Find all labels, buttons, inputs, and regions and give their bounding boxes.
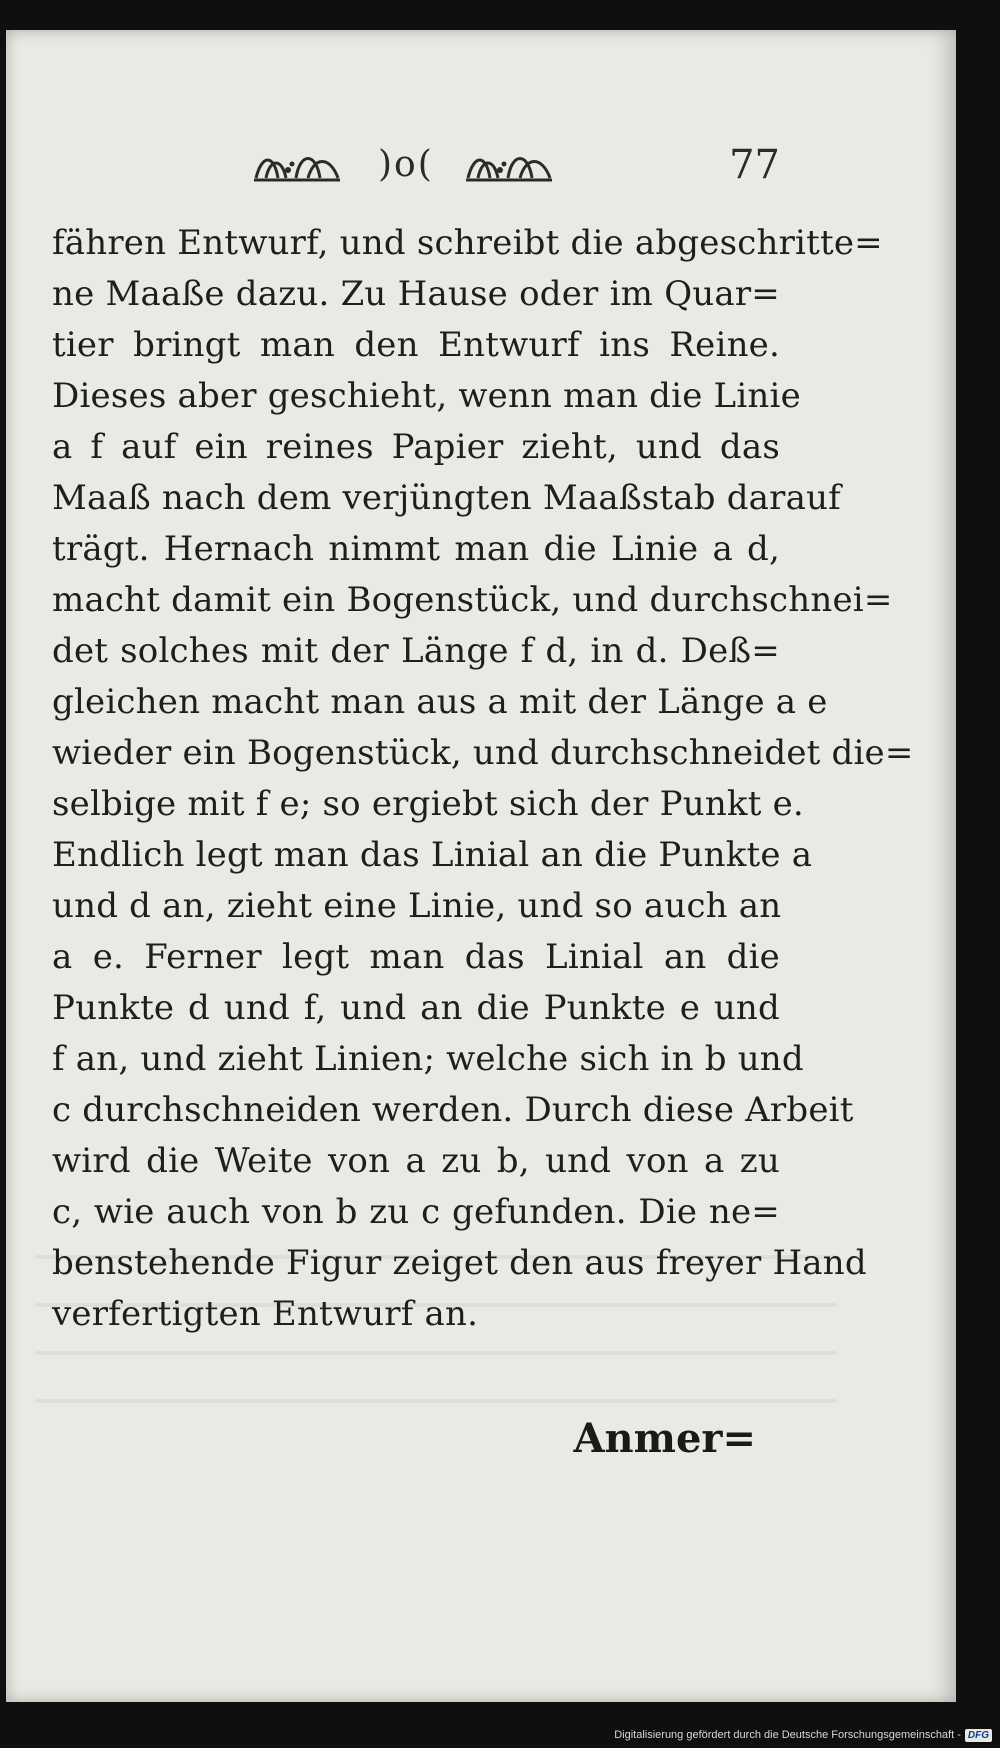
page-number: 77: [729, 142, 780, 188]
page-header: [52, 142, 780, 200]
text-line: Endlich legt man das Linial an die Punkte a: [52, 835, 813, 875]
catchword: Anmer=: [573, 1415, 756, 1462]
text-line: a f auf ein reines Papier zieht, und das: [52, 427, 780, 467]
text-line: trägt. Hernach nimmt man die Linie a d,: [52, 529, 780, 569]
text-line: wieder ein Bogenstück, und durchschneidet die=: [52, 733, 914, 773]
text-line: Punkte d und f, und an die Punkte e und: [52, 988, 780, 1028]
body-text: [52, 218, 914, 1340]
text-line: Dieses aber geschieht, wenn man die Linie: [52, 376, 801, 416]
text-line: ne Maaße dazu. Zu Hause oder im Quar=: [52, 274, 780, 314]
text-line: c, wie auch von b zu c gefunden. Die ne=: [52, 1192, 780, 1232]
text-line: tier bringt man den Entwurf ins Reine.: [52, 325, 780, 365]
book-page: [6, 30, 956, 1702]
ornament-right-icon: [464, 148, 554, 186]
ornament-left-icon: [252, 148, 342, 186]
text-line: f an, und zieht Linien; welche sich in b und: [52, 1039, 804, 1079]
text-line: macht damit ein Bogenstück, und durchschnei=: [52, 580, 893, 620]
text-line: Maaß nach dem verjüngten Maaßstab darauf: [52, 478, 841, 518]
header-mark: )o(: [378, 144, 434, 185]
text-line: selbige mit f e; so ergiebt sich der Punkt e.: [52, 784, 804, 824]
page-content: [52, 142, 914, 1340]
text-line: benstehende Figur zeiget den aus freyer Hand: [52, 1243, 867, 1283]
digitization-footer: [614, 1724, 992, 1746]
text-line: c durchschneiden werden. Durch diese Arbeit: [52, 1090, 854, 1130]
text-line: gleichen macht man aus a mit der Länge a e: [52, 682, 828, 722]
text-line: fähren Entwurf, und schreibt die abgeschritte=: [52, 223, 883, 263]
text-line: a e. Ferner legt man das Linial an die: [52, 937, 780, 977]
text-line: det solches mit der Länge f d, in d. Deß=: [52, 631, 780, 671]
text-line: und d an, zieht eine Linie, und so auch an: [52, 886, 782, 926]
funding-credit: Digitalisierung gefördert durch die Deutsche Forschungsgemeinschaft -: [614, 1729, 961, 1741]
text-line: verfertigten Entwurf an.: [52, 1294, 479, 1334]
text-line: wird die Weite von a zu b, und von a zu: [52, 1141, 780, 1181]
dfg-logo: DFG: [965, 1729, 992, 1742]
